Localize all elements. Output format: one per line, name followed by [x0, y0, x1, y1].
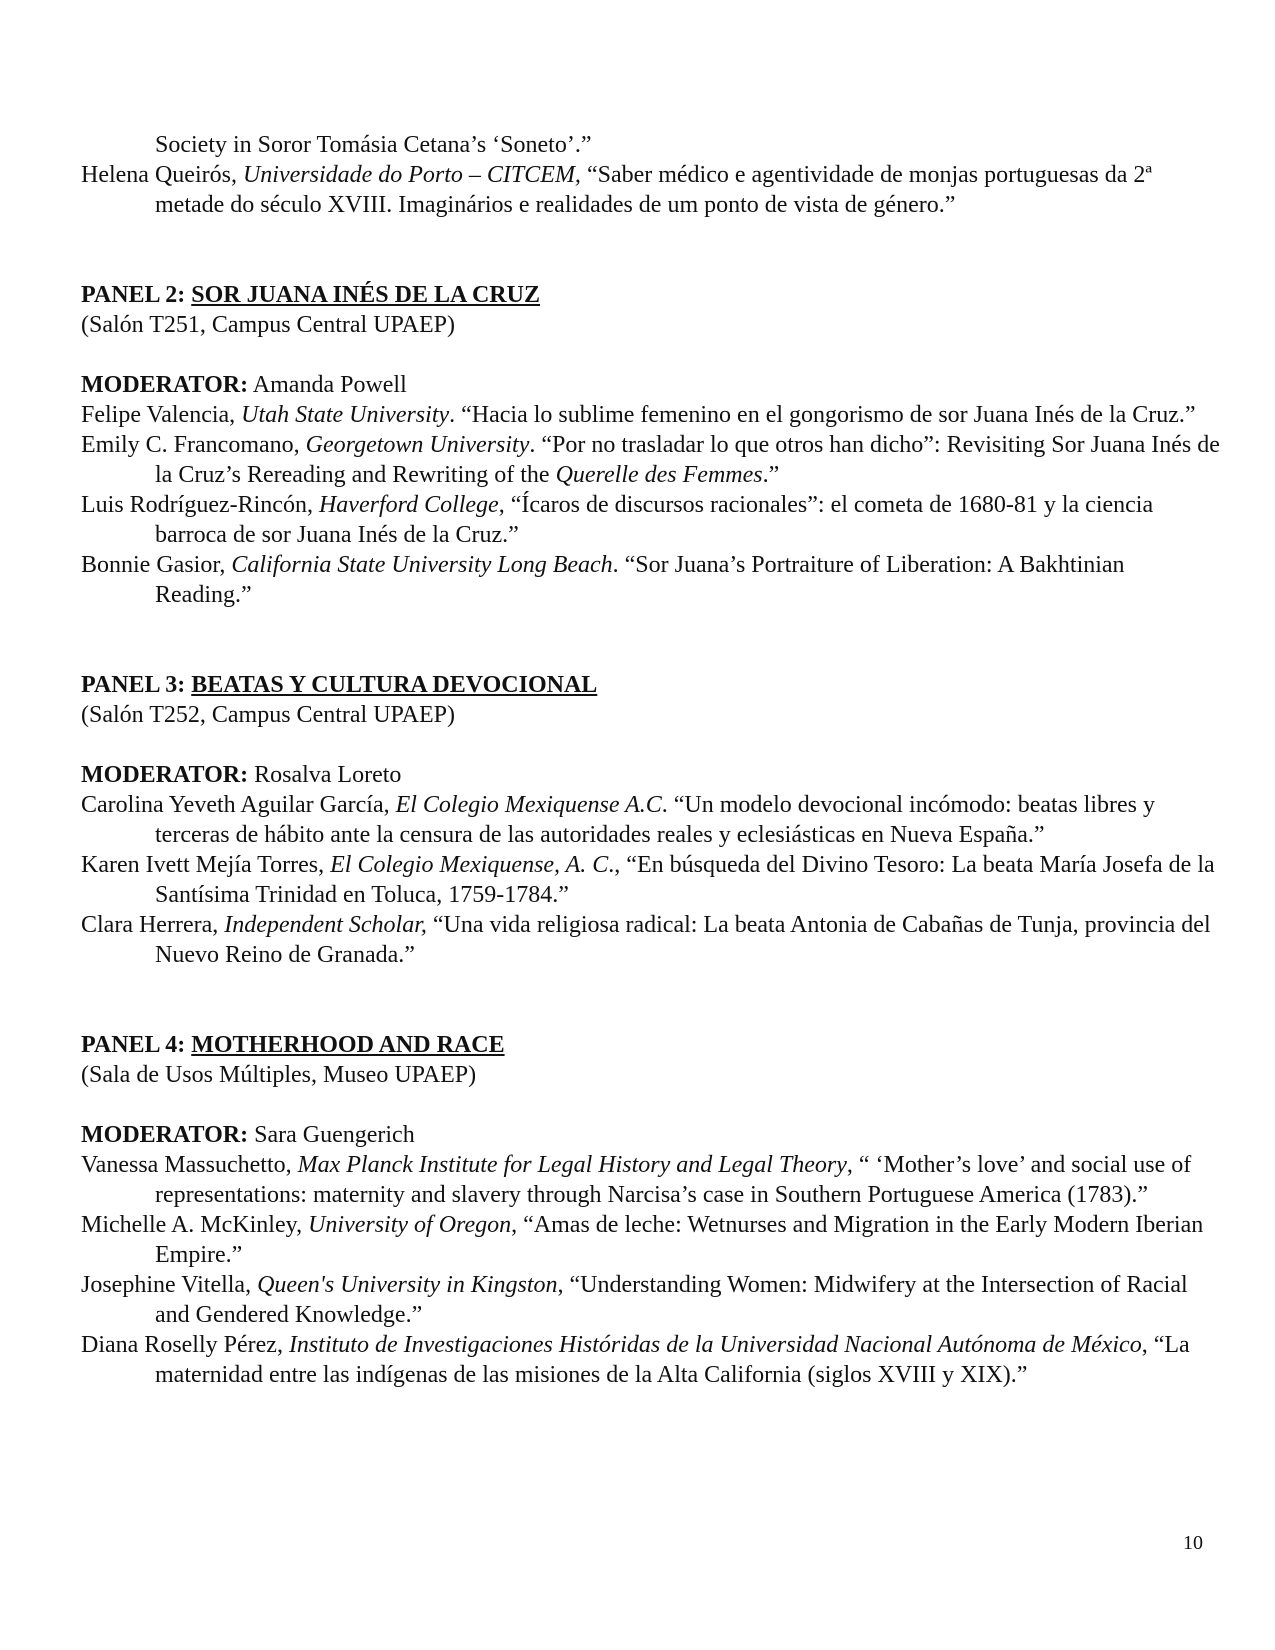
paper-title: , “ ‘Mother’s love’ and social use of representations: maternity and slavery through Narcisa’s case in Southern Portuguese America (1783).” [155, 1152, 1192, 1208]
paper-title: , “Amas de leche: Wetnurses and Migration in the Early Modern Iberian Empire.” [155, 1212, 1204, 1268]
presenter-name: Luis Rodríguez-Rincón, [81, 492, 319, 518]
panel-location: (Salón T252, Campus Central UPAEP) [81, 702, 456, 728]
panel-title: MOTHERHOOD AND RACE [191, 1032, 505, 1058]
presentation-entry [81, 430, 1221, 490]
moderator-name: Amanda Powell [248, 372, 407, 398]
paper-title: ., “En búsqueda del Divino Tesoro: La beata María Josefa de la Santísima Trinidad en Toluca, 1759-1784.” [155, 852, 1215, 908]
paper-title: “Saber médico e agentividade de monjas portuguesas da 2ª metade do século XVIII. Imaginários e realidades de um ponto de vista de género.” [155, 162, 1153, 218]
panel-label: PANEL 2: [81, 282, 192, 308]
presenter-name: Emily C. Francomano, [81, 432, 306, 458]
panel-moderator [81, 760, 1221, 790]
presenter-name: Diana Roselly Pérez, [81, 1332, 289, 1358]
institution: Max Planck Institute for Legal History and Legal Theory [297, 1152, 847, 1178]
presenter-name: Vanessa Massuchetto, [81, 1152, 298, 1178]
document-page [81, 130, 1221, 1390]
paper-title-end: .” [762, 462, 780, 488]
institution: California State University Long Beach [231, 552, 613, 578]
panel-moderator [81, 1120, 1221, 1150]
institution: Universidade do Porto – CITCEM, [242, 162, 581, 188]
institution: Georgetown University [305, 432, 530, 458]
panel-heading [81, 1030, 1221, 1060]
moderator-name: Rosalva Loreto [248, 762, 402, 788]
institution: Instituto de Investigaciones Históridas de la Universidad Nacional Autónoma de México [288, 1332, 1142, 1358]
institution: El Colegio Mexiquense, A. C [330, 852, 609, 878]
paper-title: , “La maternidad entre las indígenas de las misiones de la Alta California (siglos XVIII y XIX).” [155, 1332, 1190, 1388]
moderator-label: MODERATOR: [81, 1122, 249, 1148]
presenter-name: Bonnie Gasior, [81, 552, 232, 578]
panel-label: PANEL 4: [81, 1032, 192, 1058]
presentation-entry [81, 850, 1221, 910]
presenter-name: Karen Ivett Mejía Torres, [81, 852, 331, 878]
panel-location: (Salón T251, Campus Central UPAEP) [81, 312, 456, 338]
institution: El Colegio Mexiquense A.C [395, 792, 662, 818]
institution: Independent Scholar, [224, 912, 427, 938]
presentation-entry [81, 550, 1221, 610]
presenter-name: Josephine Vitella, [81, 1272, 258, 1298]
paper-title: , “Understanding Women: Midwifery at the Intersection of Racial and Gendered Knowledge.” [155, 1272, 1188, 1328]
presenter-name: Carolina Yeveth Aguilar García, [81, 792, 396, 818]
page-number: 10 [1183, 1532, 1203, 1554]
presentation-entry [81, 1150, 1221, 1210]
paper-title: , “Ícaros de discursos racionales”: el cometa de 1680-81 y la ciencia barroca de sor Juana Inés de la Cruz.” [155, 492, 1154, 548]
presentation-entry [81, 1330, 1221, 1390]
presentation-entry [81, 790, 1221, 850]
paper-title: “Una vida religiosa radical: La beata Antonia de Cabañas de Tunja, provincia del Nuevo Reino de Granada.” [155, 912, 1211, 968]
moderator-label: MODERATOR: [81, 372, 249, 398]
paper-title: . “Un modelo devocional incómodo: beatas libres y terceras de hábito ante la censura de las autoridades reales y eclesiásticas en Nueva España.” [155, 792, 1155, 848]
panel-title: SOR JUANA INÉS DE LA CRUZ [191, 282, 540, 308]
panel-location: (Sala de Usos Múltiples, Museo UPAEP) [81, 1062, 477, 1088]
presentation-entry [81, 490, 1221, 550]
presentation-entry [81, 910, 1221, 970]
panel-moderator [81, 370, 1221, 400]
institution: University of Oregon [308, 1212, 512, 1238]
continued-entry-text: Society in Soror Tomásia Cetana’s ‘Soneto’.” [155, 132, 592, 158]
presenter-name: Clara Herrera, [81, 912, 225, 938]
panel-title: BEATAS Y CULTURA DEVOCIONAL [191, 672, 598, 698]
moderator-label: MODERATOR: [81, 762, 249, 788]
presentation-entry [81, 160, 1221, 220]
presentation-entry [81, 1210, 1221, 1270]
paper-title: . “Hacia lo sublime femenino en el gongorismo de sor Juana Inés de la Cruz.” [449, 402, 1196, 428]
paper-title-italic: Querelle des Femmes [555, 462, 763, 488]
institution: Haverford College [318, 492, 499, 518]
presentation-entry [81, 1270, 1221, 1330]
presenter-name: Felipe Valencia, [81, 402, 242, 428]
paper-title: . “Sor Juana’s Portraiture of Liberation: A Bakhtinian Reading.” [155, 552, 1125, 608]
panel-label: PANEL 3: [81, 672, 192, 698]
presenter-name: Michelle A. McKinley, [81, 1212, 309, 1238]
presentation-entry [81, 400, 1221, 430]
panel-heading [81, 280, 1221, 310]
moderator-name: Sara Guengerich [248, 1122, 415, 1148]
paper-title: . “Por no trasladar lo que otros han dicho”: Revisiting Sor Juana Inés de la Cruz’s Rereading and Rewriting of the [155, 432, 1220, 488]
institution: Utah State University [241, 402, 450, 428]
panel-heading [81, 670, 1221, 700]
presenter-name: Helena Queirós, [81, 162, 243, 188]
institution: Queen's University in Kingston [257, 1272, 558, 1298]
